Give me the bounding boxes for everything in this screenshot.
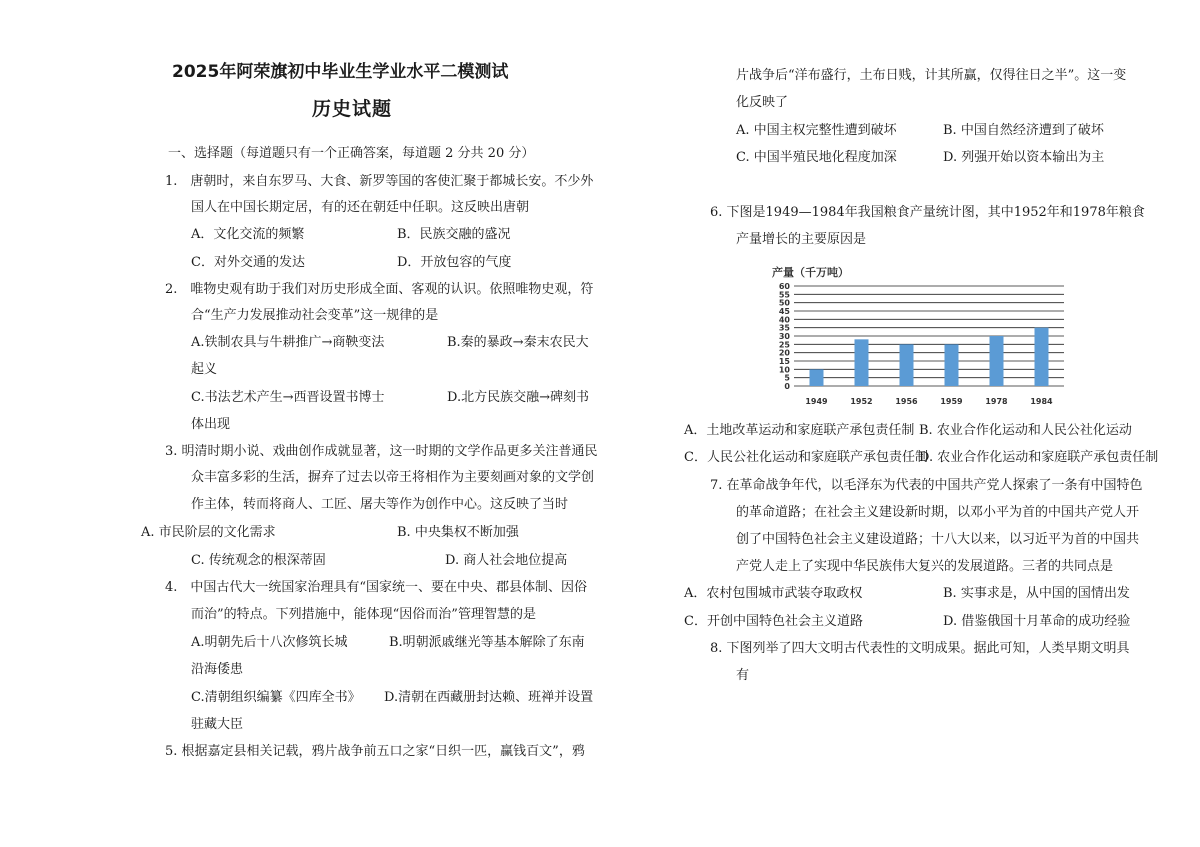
q2-option-d-line1: D.北方民族交融→碑刻书 (447, 390, 589, 405)
bar-1984 (1035, 328, 1049, 386)
q6-option-a: A．土地改革运动和家庭联产承包责任制 (684, 423, 915, 438)
q6-option-c: C．人民公社化运动和家庭联产承包责任制 (684, 450, 928, 465)
q6-option-d: D. 农业合作化运动和家庭联产承包责任制 (919, 450, 1159, 465)
q5-option-d: D. 列强开始以资本输出为主 (943, 150, 1105, 165)
y-tick-label: 5 (784, 373, 790, 383)
q1-option-d: D．开放包容的气度 (397, 255, 512, 270)
q1-stem-line1: 1. 唐朝时，来自东罗马、大食、新罗等国的客使汇聚于都城长安。不少外 (165, 174, 594, 189)
q4-stem-line1: 4. 中国古代大一统国家治理具有“国家统一、要在中央、郡县体制、因俗 (165, 580, 588, 595)
q5-stem-line3: 化反映了 (736, 95, 789, 110)
q1-option-c: C．对外交通的发达 (191, 255, 305, 270)
q4-option-d-line1: D.清朝在西藏册封达赖、班禅并设置 (384, 690, 594, 705)
q5-option-b: B. 中国自然经济遭到了破坏 (943, 123, 1104, 138)
q5-option-a: A. 中国主权完整性遭到破坏 (736, 123, 897, 138)
q8-stem-line1: 8. 下图列举了四大文明古代表性的文明成果。据此可知，人类早期文明具 (710, 641, 1130, 656)
y-tick-label: 40 (778, 315, 790, 325)
q7-option-a: A．农村包围城市武装夺取政权 (684, 586, 863, 601)
q6-option-b: B. 农业合作化运动和人民公社化运动 (919, 423, 1132, 438)
q4-option-b-line2: 沿海倭患 (191, 662, 244, 677)
q1-option-a: A．文化交流的频繁 (191, 227, 305, 242)
bar-1978 (990, 336, 1004, 386)
y-tick-label: 60 (778, 282, 790, 291)
y-tick-label: 20 (778, 348, 790, 358)
q3-option-b: B. 中央集权不断加强 (397, 525, 519, 540)
y-tick-label: 50 (778, 298, 790, 308)
y-tick-label: 35 (778, 323, 790, 333)
y-tick-label: 55 (778, 290, 790, 300)
q3-option-d: D. 商人社会地位提高 (445, 553, 568, 568)
x-tick-label-1949: 1949 (805, 397, 828, 406)
q2-option-b-line2: 起义 (191, 362, 218, 377)
bar-1959 (945, 344, 959, 386)
section-heading: 一、选择题（每道题只有一个正确答案，每道题 2 分共 20 分） (168, 146, 535, 161)
q2-option-d-line2: 体出现 (191, 417, 231, 432)
q5-option-c: C. 中国半殖民地化程度加深 (736, 150, 897, 165)
q7-option-b: B. 实事求是，从中国的国情出发 (943, 586, 1130, 601)
q3-stem-line3: 作主体，转而将商人、工匠、屠夫等作为创作中心。这反映了当时 (191, 497, 569, 512)
x-tick-label-1952: 1952 (850, 397, 873, 406)
q3-option-c: C. 传统观念的根深蒂固 (191, 553, 326, 568)
q2-stem-line1: 2. 唯物史观有助于我们对历史形成全面、客观的认识。依照唯物史观，符 (165, 282, 594, 297)
q2-stem-line2: 合“生产力发展推动社会变革”这一规律的是 (191, 308, 439, 323)
q7-stem-line1: 7. 在革命战争年代，以毛泽东为代表的中国共产党人探索了一条有中国特色 (710, 478, 1143, 493)
q7-stem-line2: 的革命道路；在社会主义建设新时期，以邓小平为首的中国共产党人开 (736, 505, 1140, 520)
q2-option-b-line1: B.秦的暴政→秦末农民大 (447, 335, 589, 350)
bar-1956 (900, 344, 914, 386)
q6-stem-line2: 产量增长的主要原因是 (736, 232, 867, 247)
chart-ylabel: 产量（千万吨） (772, 266, 849, 279)
y-tick-label: 25 (778, 340, 790, 350)
q4-option-c: C.清朝组织编纂《四库全书》 (191, 690, 361, 705)
y-tick-label: 45 (778, 307, 790, 316)
x-tick-label-1956: 1956 (895, 397, 918, 406)
q5-stem-line2: 片战争后“洋布盛行，土布日贱，计其所赢，仅得往日之半”。这一变 (736, 68, 1127, 83)
q5-stem-line1: 5. 根据嘉定县相关记载，鸦片战争前五口之家“日织一匹，赢钱百文”，鸦 (165, 744, 585, 759)
q1-stem-line2: 国人在中国长期定居，有的还在朝廷中任职。这反映出唐朝 (191, 200, 530, 215)
y-tick-label: 15 (778, 357, 790, 366)
q8-stem-line2: 有 (736, 668, 750, 683)
q3-stem-line2: 众丰富多彩的生活，摒弃了过去以帝王将相作为主要刻画对象的文学创 (191, 470, 595, 485)
q2-option-a: A.铁制农具与牛耕推广→商鞅变法 (191, 335, 385, 350)
grain-production-chart (764, 262, 1074, 412)
q6-stem-line1: 6. 下图是1949—1984年我国粮食产量统计图，其中1952年和1978年粮食 (710, 205, 1145, 220)
exam-title: 2025年阿荣旗初中毕业生学业水平二模测试 (172, 62, 509, 82)
q7-option-c: C．开创中国特色社会主义道路 (684, 614, 863, 629)
q4-option-a: A.明朝先后十八次修筑长城 (191, 635, 348, 650)
q7-option-d: D. 借鉴俄国十月革命的成功经验 (943, 614, 1131, 629)
x-tick-label-1984: 1984 (1030, 397, 1053, 406)
q3-stem-line1: 3. 明清时期小说、戏曲创作成就显著，这一时期的文学作品更多关注普通民 (165, 444, 598, 459)
q2-option-c: C.书法艺术产生→西晋设置书博士 (191, 390, 385, 405)
bar-1949 (810, 369, 824, 386)
q7-stem-line3: 创了中国特色社会主义建设道路；十八大以来，以习近平为首的中国共 (736, 532, 1140, 547)
bar-1952 (855, 339, 869, 386)
y-tick-label: 10 (778, 365, 790, 375)
q1-option-b: B．民族交融的盛况 (397, 227, 511, 242)
q4-option-d-line2: 驻藏大臣 (191, 717, 244, 732)
q7-stem-line4: 产党人走上了实现中华民族伟大复兴的发展道路。三者的共同点是 (736, 559, 1114, 574)
q4-stem-line2: 而治”的特点。下列措施中，能体现“因俗而治”管理智慧的是 (191, 607, 536, 622)
exam-subtitle: 历史试题 (312, 98, 393, 120)
x-tick-label-1978: 1978 (985, 397, 1008, 406)
q3-option-a: A. 市民阶层的文化需求 (141, 525, 276, 540)
x-tick-label-1959: 1959 (940, 397, 963, 406)
y-tick-label: 30 (778, 332, 790, 341)
y-tick-label: 0 (784, 382, 790, 391)
q4-option-b-line1: B.明朝派戚继光等基本解除了东南 (389, 635, 585, 650)
